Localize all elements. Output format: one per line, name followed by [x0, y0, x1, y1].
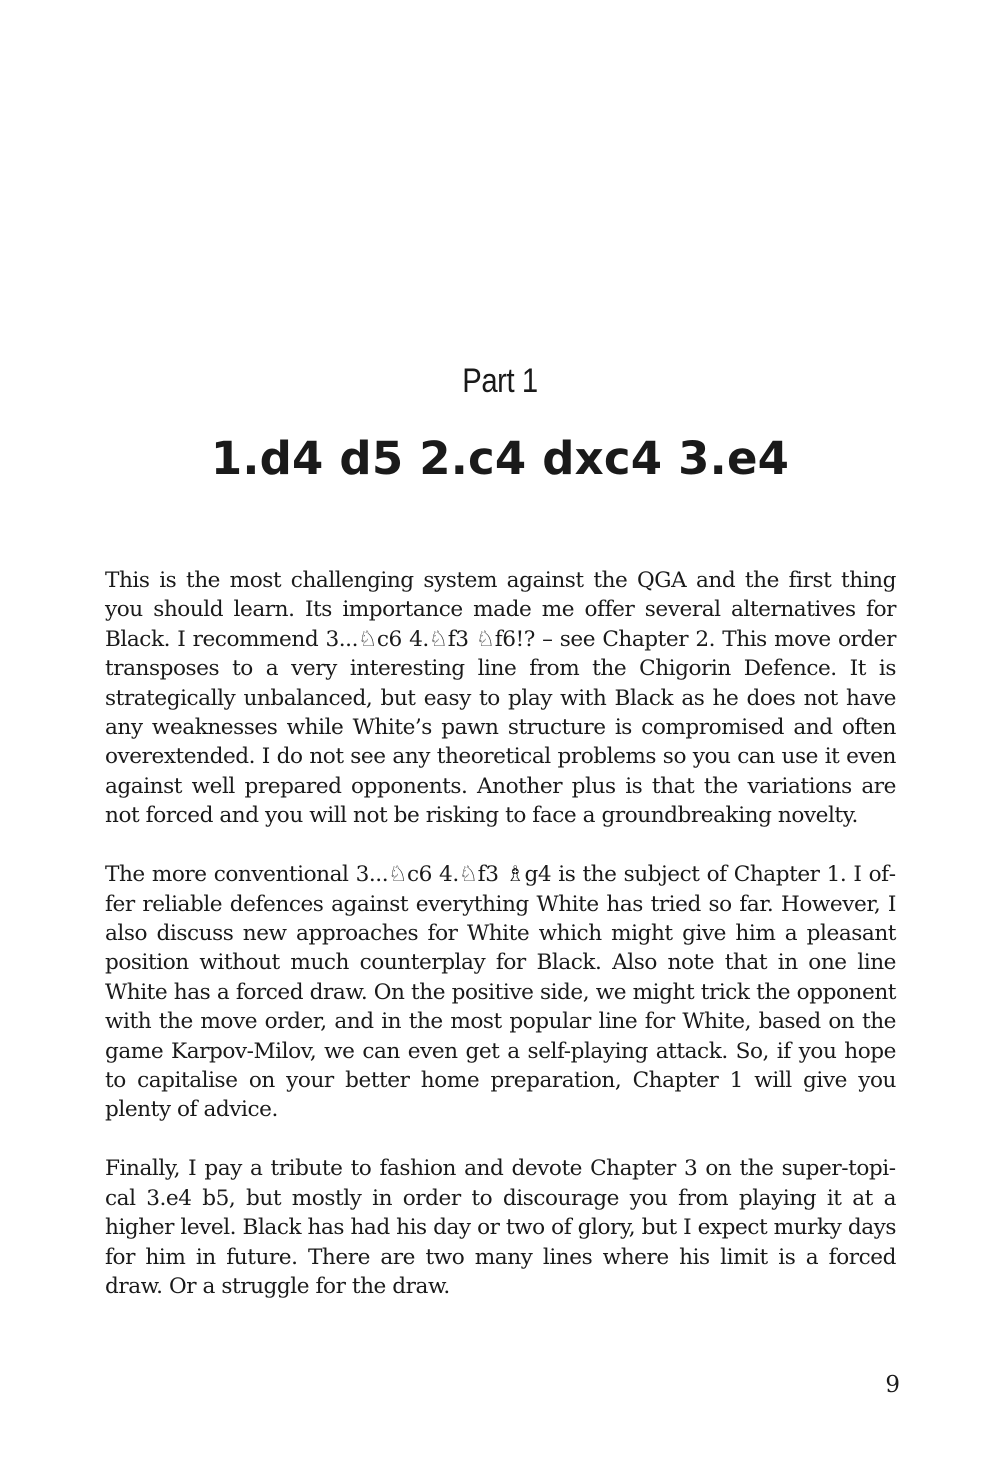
- paragraph-2: The more conventional 3...♘c6 4.♘f3 ♗g4 is the subject of Chapter 1. I offer reliable defences against everything White has tried so far. However, I also discuss new approaches for White which might give him a pleasant position without much counterplay for Black. Also note that in one line White has a forced draw. On the positive side, we might trick the opponent with the move order, and in the most popular line for White, based on the game Karpov-Milov, we can even get a self-playing attack. So, if you hope to capitalise on your better home preparation, Chapter 1 will give you plenty of advice.: [105, 862, 896, 1123]
- body-text: [105, 566, 896, 1331]
- part-title: 1.d4 d5 2.c4 dxc4 3.e4: [210, 432, 790, 485]
- page-number: 9: [885, 1372, 900, 1398]
- paragraph-3: Finally, I pay a tribute to fashion and devote Chapter 3 on the super-topical 3.e4 b5, but mostly in order to discourage you from playing it at a higher level. Black has had his day or two of glory, but I expect murky days for him in future. There are two many lines where his limit is a forced draw. Or a struggle for the draw.: [105, 1156, 896, 1299]
- paragraph-1: This is the most challenging system against the QGA and the first thing you should learn. Its importance made me offer several alternatives for Black. I recommend 3...♘c6 4.♘f3 ♘f6!? – see Chapter 2. This move order transposes to a very interesting line from the Chigorin Defence. It is strategically unbalanced, but easy to play with Black as he does not have any weaknesses while White’s pawn structure is compromised and often overextended. I do not see any theoretical problems so you can use it even against well prepared opponents. Another plus is that the variations are not forced and you will not be risking to face a groundbreaking novelty.: [105, 568, 896, 829]
- part-label: Part 1: [462, 362, 538, 400]
